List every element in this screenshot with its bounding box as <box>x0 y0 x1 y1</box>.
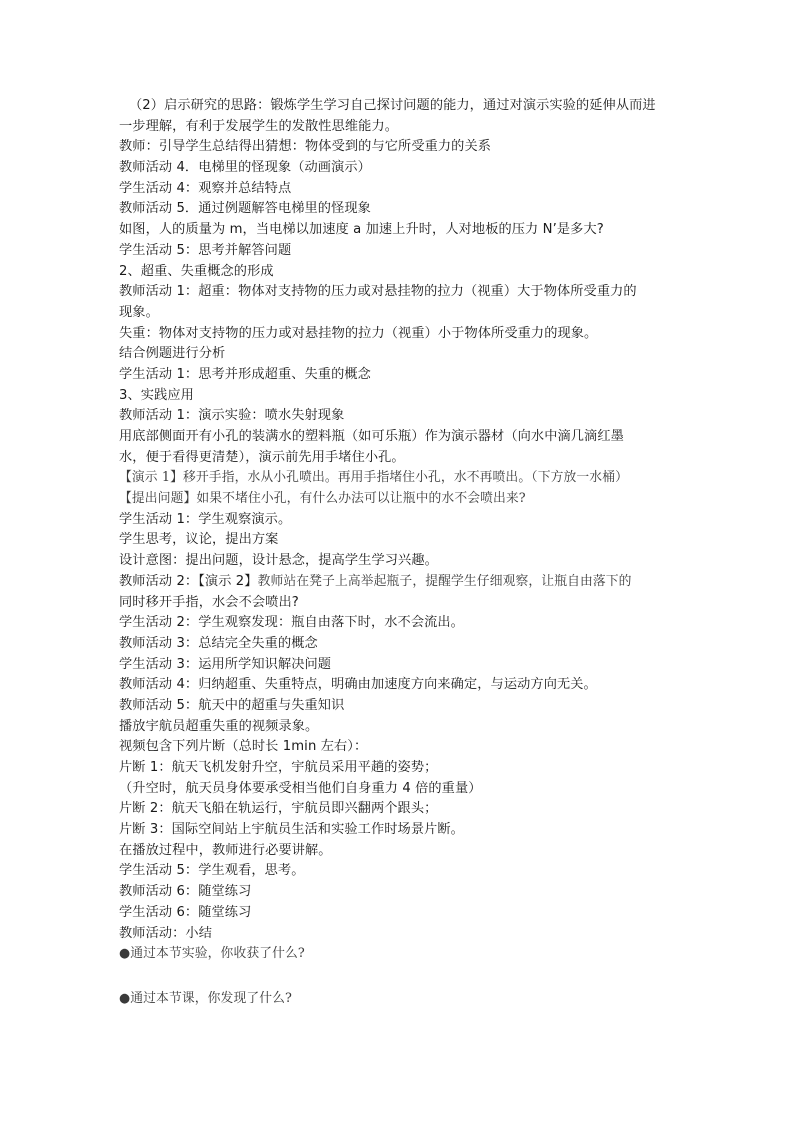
demo-2-line <box>119 572 679 593</box>
paragraph-line: 教师活动 1：演示实验：喷水失射现象 <box>119 408 345 424</box>
paragraph-line: 片断 2：航天飞船在轨运行，宇航员即兴翻两个跟头； <box>119 801 438 817</box>
paragraph-line: 教师活动 6：随堂练习 <box>119 884 252 900</box>
paragraph-line: 失重：物体对支持物的压力或对悬挂物的拉力（视重）小于物体所受重力的现象。 <box>119 325 598 341</box>
paragraph-line: （2）启示研究的思路：锻炼学生学习自己探讨问题的能力，通过对演示实验的延伸从而进 <box>129 98 656 113</box>
paragraph-line: 学生活动 6：随堂练习 <box>119 904 252 920</box>
paragraph-line: 结合例题进行分析 <box>119 346 226 362</box>
paragraph-line: 教师活动 5．通过例题解答电梯里的怪现象 <box>119 201 371 217</box>
bullet-question-1: ●通过本节实验，你收获了什么? <box>119 946 305 962</box>
section-heading: 3、实践应用 <box>119 387 194 403</box>
paragraph-line: 教师活动 3：总结完全失重的概念 <box>119 635 318 651</box>
paragraph-line: 在播放过程中，教师进行必要讲解。 <box>119 842 332 858</box>
paragraph-line: 设计意图：提出问题，设计悬念，提高学生学习兴趣。 <box>119 553 438 569</box>
question-line: 【提出问题】如果不堵住小孔，有什么办法可以让瓶中的水不会喷出来? <box>119 491 526 507</box>
paragraph-line: 教师活动：小结 <box>119 925 213 941</box>
paragraph-line: 教师活动 4．电梯里的怪现象（动画演示） <box>119 160 371 176</box>
paragraph-line: 片断 3：国际空间站上宇航员生活和实验工作时场景片断。 <box>119 822 464 838</box>
paragraph-line: 教师活动 5：航天中的超重与失重知识 <box>119 697 345 713</box>
paragraph-line: 学生活动 2：学生观察发现：瓶自由落下时，水不会流出。 <box>119 615 464 631</box>
blank-gap <box>119 965 679 989</box>
paragraph-line: 片断 1：航天飞机发射升空，宇航员采用平趟的姿势； <box>119 760 438 775</box>
paragraph-line: 现象。 <box>119 304 159 320</box>
paragraph-line: 如图，人的质量为 m，当电梯以加速度 a 加速上升时，人对地板的压力 N’是多大? <box>119 222 604 238</box>
demo-1-line: 【演示 1】移开手指，水从小孔喷出。再用手指堵住小孔，水不再喷出。（下方放一水桶） <box>119 470 628 486</box>
paragraph-line: 学生活动 3：运用所学知识解决问题 <box>119 656 332 672</box>
paragraph-line: 学生活动 5：思考并解答问题 <box>119 242 292 258</box>
bullet-question-2: ●通过本节课，你发现了什么? <box>119 990 292 1006</box>
section-heading: 2、超重、失重概念的形成 <box>119 263 274 279</box>
paragraph-line: 同时移开手指，水会不会喷出? <box>119 594 299 610</box>
paragraph-line: 学生活动 4：观察并总结特点 <box>119 180 292 196</box>
paragraph-line: 播放宇航员超重失重的视频录象。 <box>119 718 319 734</box>
document-body <box>119 96 679 1010</box>
paragraph-line: （升空时，航天员身体要承受相当他们自身重力 4 倍的重量） <box>119 780 482 796</box>
paragraph-line: 学生活动 1：思考并形成超重、失重的概念 <box>119 366 371 382</box>
paragraph-line: 视频包含下列片断（总时长 1min 左右）： <box>119 739 368 755</box>
paragraph-line: 学生思考，议论，提出方案 <box>119 532 279 548</box>
paragraph-line: 用底部侧面开有小孔的装满水的塑料瓶（如可乐瓶）作为演示器材（向水中滴几滴红墨 <box>119 429 624 444</box>
paragraph-line: 教师：引导学生总结得出猜想：物体受到的与它所受重力的关系 <box>119 139 492 155</box>
demo-2-prefix: 教师活动 2：【演示 2】 <box>119 573 258 589</box>
demo-2-text: 教师站在凳子上高举起瓶子，提醒学生仔细观察，让瓶自由落下的 <box>257 573 632 589</box>
paragraph-line: 学生活动 1：学生观察演示。 <box>119 511 292 527</box>
paragraph-line: 教师活动 1：超重：物体对支持物的压力或对悬挂物的拉力（视重）大于物体所受重力的 <box>119 284 637 300</box>
paragraph-line: 一步理解，有利于发展学生的发散性思维能力。 <box>119 118 399 134</box>
paragraph-line: 教师活动 4：归纳超重、失重特点，明确由加速度方向来确定，与运动方向无关。 <box>119 677 597 693</box>
paragraph-line: 学生活动 5：学生观看，思考。 <box>119 863 305 879</box>
paragraph-line: 水，便于看得更清楚），演示前先用手堵住小孔。 <box>119 449 405 465</box>
